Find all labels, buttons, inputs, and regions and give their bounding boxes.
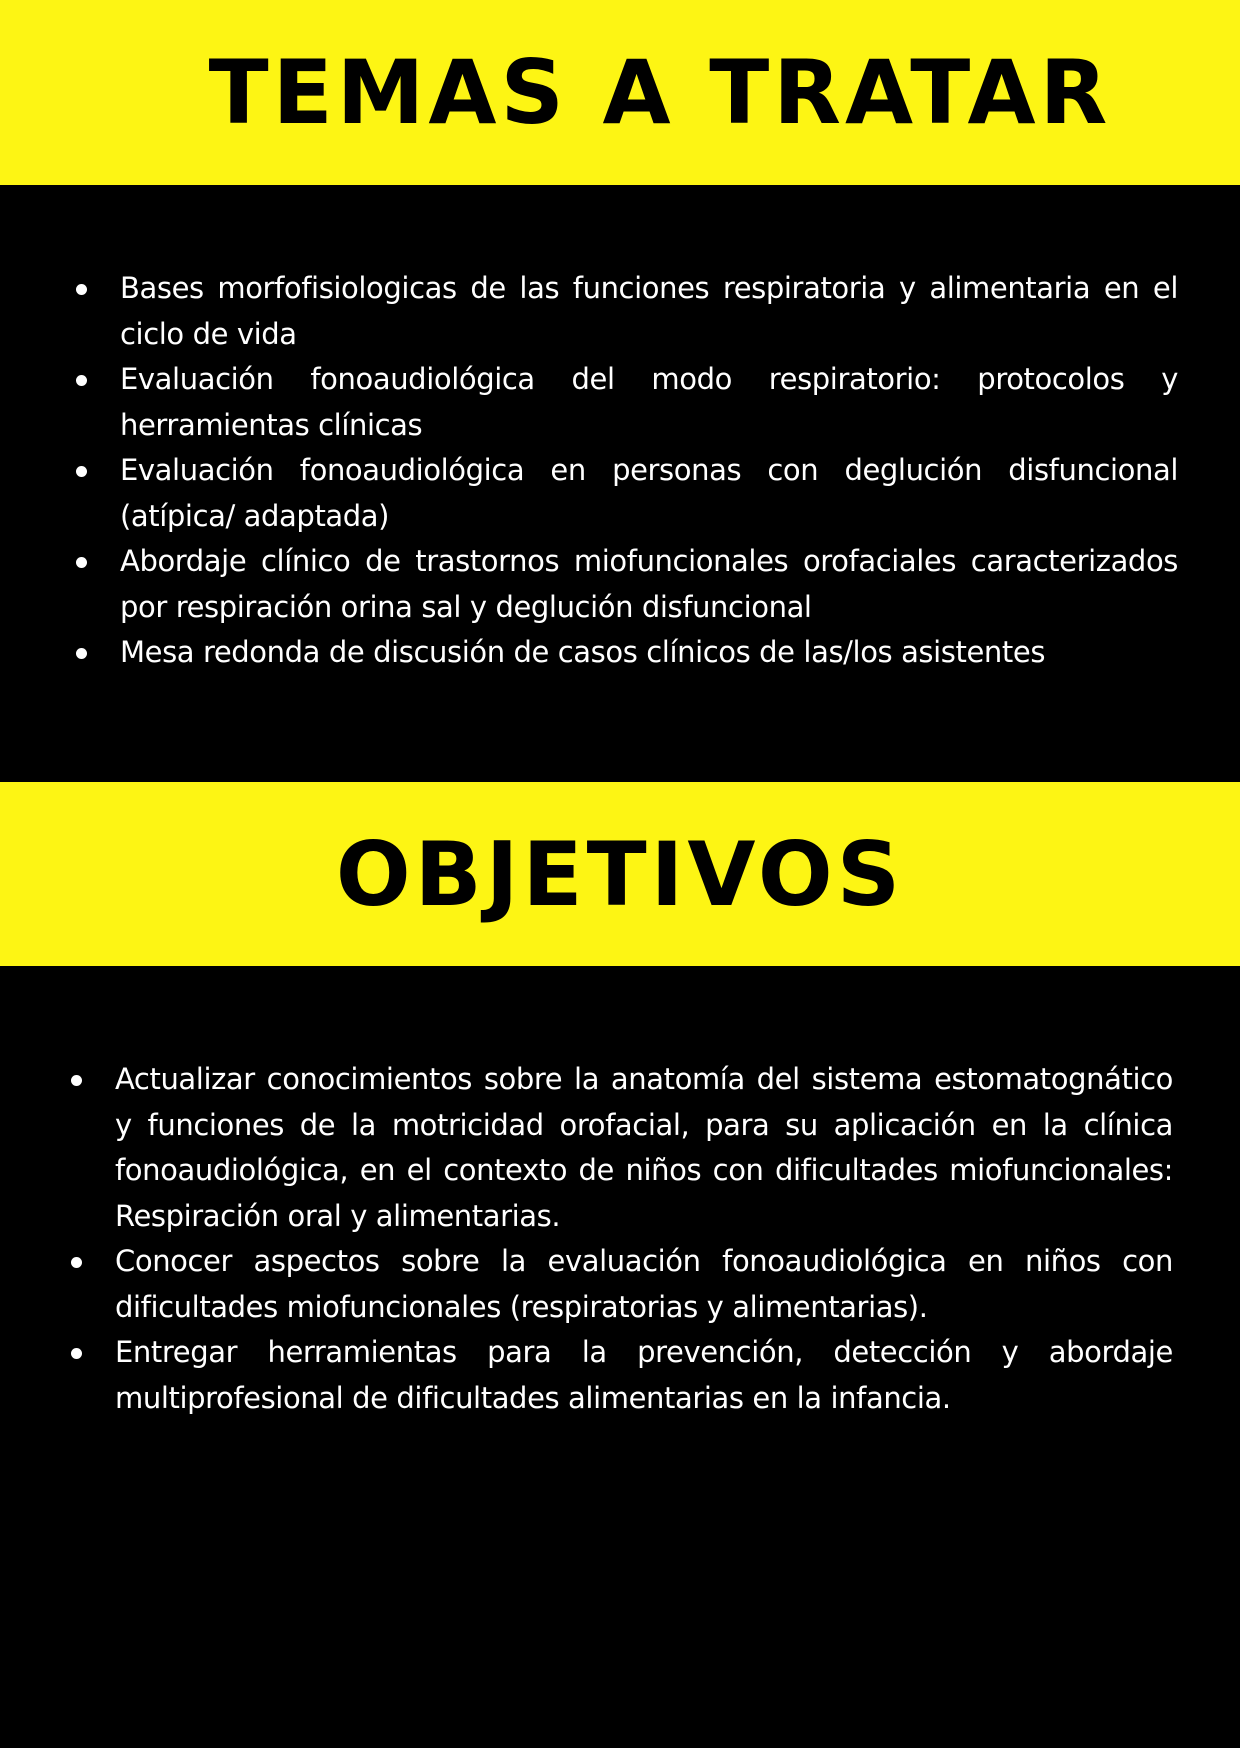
objetivos-list-item (63, 1330, 1173, 1421)
objetivos-item-text: Entregar herramientas para la prevención, detección y abordaje multiprofesional de dificultades alimentarias en la infancia. (115, 1335, 1173, 1415)
bullet-icon (76, 557, 87, 568)
temas-list-item (68, 266, 1178, 357)
objetivos-item-text: Actualizar conocimientos sobre la anatomía del sistema estomatognático y funciones de la motricidad orofacial, para su aplicación en la clínica fonoaudiológica, en el contexto de niños con dificultades miofuncionales: Respiración oral y alimentarias. (115, 1062, 1173, 1233)
bullet-icon (71, 1348, 82, 1359)
temas-header-band (0, 0, 1240, 185)
bullet-icon (76, 375, 87, 386)
objetivos-title: OBJETIVOS (335, 822, 905, 926)
temas-item-text: Evaluación fonoaudiológica en personas con deglución disfuncional (atípica/ adaptada) (120, 453, 1178, 533)
objetivos-list-item (63, 1057, 1173, 1239)
bullet-icon (71, 1257, 82, 1268)
temas-list-item (68, 357, 1178, 448)
temas-list-item (68, 630, 1178, 676)
temas-list-section (68, 266, 1178, 676)
temas-item-text: Evaluación fonoaudiológica del modo respiratorio: protocolos y herramientas clínicas (120, 362, 1178, 442)
objetivos-list-item (63, 1239, 1173, 1330)
bullet-icon (71, 1075, 82, 1086)
temas-list-item (68, 539, 1178, 630)
bullet-icon (76, 648, 87, 659)
temas-item-text: Bases morfofisiologicas de las funciones respiratoria y alimentaria en el ciclo de vida (120, 271, 1178, 351)
bullet-icon (76, 466, 87, 477)
bullet-icon (76, 284, 87, 295)
objetivos-list (63, 1057, 1173, 1421)
objetivos-item-text: Conocer aspectos sobre la evaluación fonoaudiológica en niños con dificultades miofuncionales (respiratorias y alimentarias). (115, 1244, 1173, 1324)
temas-title: TEMAS A TRATAR (208, 41, 1112, 144)
temas-list-item (68, 448, 1178, 539)
temas-item-text: Abordaje clínico de trastornos miofuncionales orofaciales caracterizados por respiración orina sal y deglución disfuncional (120, 544, 1178, 624)
temas-list (68, 266, 1178, 676)
temas-item-text: Mesa redonda de discusión de casos clínicos de las/los asistentes (120, 635, 1046, 669)
objetivos-list-section (63, 1057, 1173, 1421)
objetivos-header-band (0, 782, 1240, 966)
